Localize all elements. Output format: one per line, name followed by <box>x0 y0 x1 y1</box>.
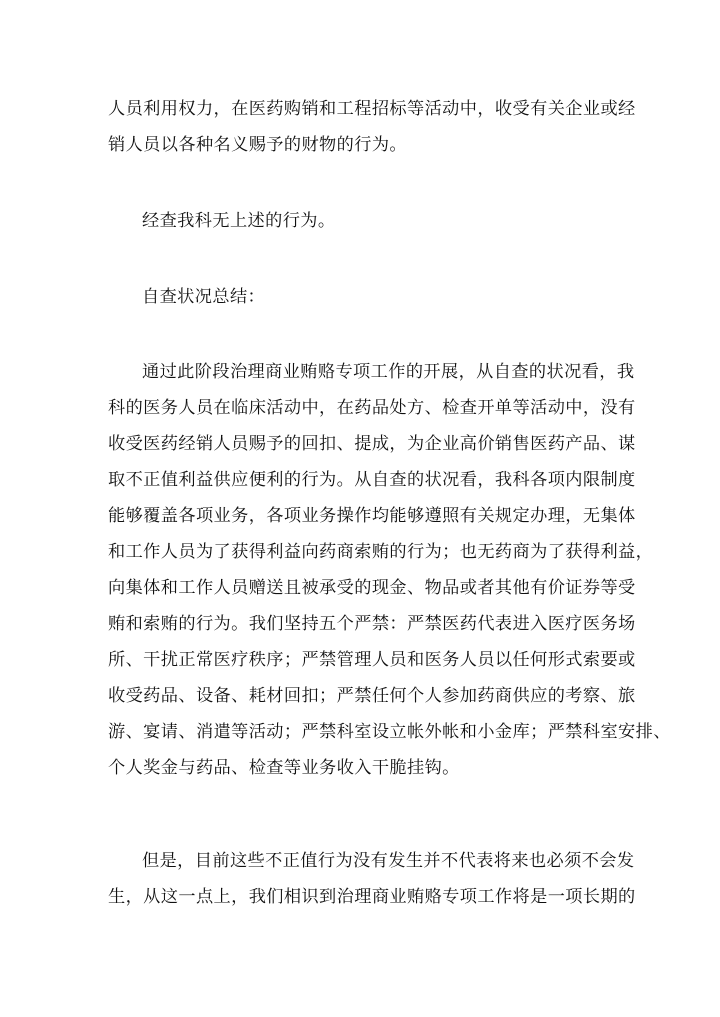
paragraph-4-line-5: 能够覆盖各项业务，各项业务操作均能够遵照有关规定办理，无集体 <box>108 506 636 526</box>
paragraph-1-line-1: 人员利用权力，在医药购销和工程招标等活动中，收受有关企业或经 <box>108 99 636 119</box>
paragraph-4-line-10: 收受药品、设备、耗材回扣；严禁任何个人参加药商供应的考察、旅 <box>108 686 636 706</box>
paragraph-4-line-12: 个人奖金与药品、检查等业务收入干脆挂钩。 <box>108 758 460 778</box>
paragraph-4-line-3: 收受医药经销人员赐予的回扣、提成，为企业高价销售医药产品、谋 <box>108 434 636 454</box>
paragraph-5-line-2: 生，从这一点上，我们相识到治理商业贿赂专项工作将是一项长期的 <box>108 887 636 907</box>
paragraph-2-line-1: 经查我科无上述的行为。 <box>142 211 336 231</box>
section-heading: 自查状况总结： <box>142 287 266 307</box>
paragraph-1-line-2: 销人员以各种名义赐予的财物的行为。 <box>108 135 407 155</box>
paragraph-4-line-2: 科的医务人员在临床活动中，在药品处方、检查开单等活动中，没有 <box>108 398 636 418</box>
paragraph-4-line-8: 贿和索贿的行为。我们坚持五个严禁：严禁医药代表进入医疗医务场 <box>108 614 636 634</box>
paragraph-4-line-7: 向集体和工作人员赠送且被承受的现金、物品或者其他有价证券等受 <box>108 578 636 598</box>
paragraph-5-line-1: 但是，目前这些不正值行为没有发生并不代表将来也必须不会发 <box>142 851 635 871</box>
paragraph-4-line-6: 和工作人员为了获得利益向药商索贿的行为；也无药商为了获得利益， <box>108 542 654 562</box>
paragraph-4-line-1: 通过此阶段治理商业贿赂专项工作的开展，从自查的状况看，我 <box>142 362 635 382</box>
paragraph-4-line-9: 所、干扰正常医疗秩序；严禁管理人员和医务人员以任何形式索要或 <box>108 650 636 670</box>
paragraph-4-line-4: 取不正值利益供应便利的行为。从自查的状况看，我科各项内限制度 <box>108 470 636 490</box>
paragraph-4-line-11: 游、宴请、消遣等活动；严禁科室设立帐外帐和小金库；严禁科室安排、 <box>108 722 671 742</box>
